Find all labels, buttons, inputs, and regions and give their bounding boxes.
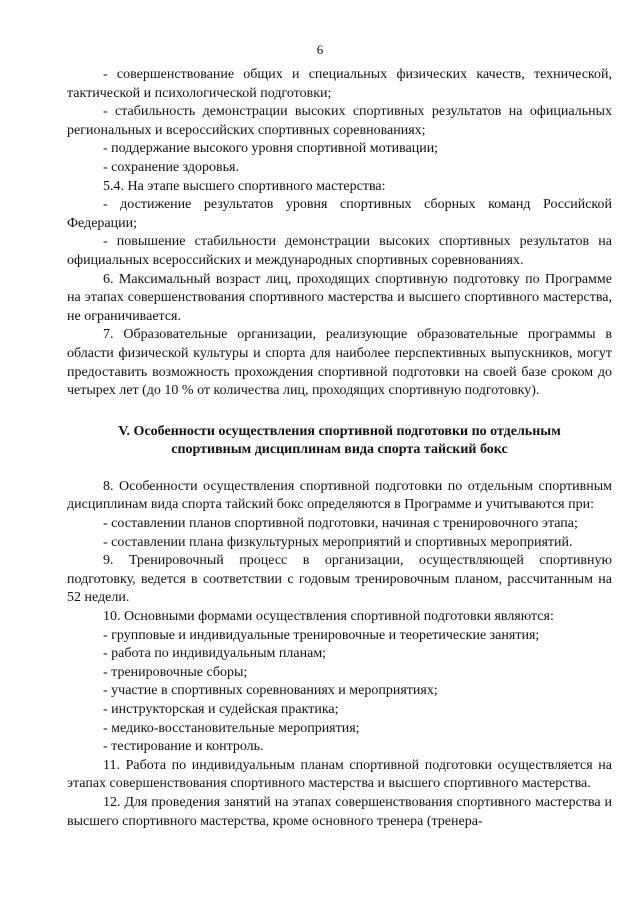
paragraph: - составлении планов спортивной подготовки, начиная с тренировочного этапа; [103,516,578,532]
paragraph: - инструкторская и судейская практика; [103,702,339,717]
paragraph: - поддержание высокого уровня спортивной мотивации; [103,141,439,157]
paragraph: 12. Для проведения занятий на этапах совершенствования спортивного мастерства и высшего спортивного мастерства, кроме основного тренера (тренера- [67,794,612,829]
paragraph: - медико-восстановительные мероприятия; [103,720,360,736]
paragraph: - участие в спортивных соревнованиях и мероприятиях; [103,683,438,699]
paragraph: - сохранение здоровья. [103,159,239,175]
page-number: 6 [316,42,324,57]
section-heading: V. Особенности осуществления спортивной подготовки по отдельным спортивным дисциплинам вида спорта тайский бокс [118,423,561,458]
paragraph: 6. Максимальный возраст лиц, проходящих спортивную подготовку по Программе на этапах совершенствования спортивного мастерства и высшего спортивного мастерства, не ограничивается. [67,271,612,324]
paragraph: - повышение стабильности демонстрации высоких спортивных результатов на официальных всероссийских и международных спортивных соревнованиях. [67,234,612,268]
paragraph: 10. Основными формами осуществления спортивной подготовки являются: [103,609,554,625]
paragraph: - достижение результатов уровня спортивных сборных команд Российской Федерации; [67,197,612,231]
paragraph: 11. Работа по индивидуальным планам спортивной подготовки осуществляется на этапах совершенствования спортивного мастерства и высшего спортивного мастерства. [67,757,612,792]
paragraph: 8. Особенности осуществления спортивной подготовки по отдельным спортивным дисциплинам вида спорта тайский бокс определяются в Программе и учитываются при: [67,478,612,513]
paragraph: - стабильность демонстрации высоких спортивных результатов на официальных региональных и всероссийских спортивных соревнованиях; [67,104,612,138]
paragraph: 9. Тренировочный процесс в организации, осуществляющей спортивную подготовку, ведется в соответствии с годовым тренировочным планом, рассчитанным на 52 недели. [67,553,612,606]
paragraph: - тренировочные сборы; [103,664,248,680]
paragraph: - групповые и индивидуальные тренировочные и теоретические занятия; [103,627,540,643]
paragraph: 7. Образовательные организации, реализующие образовательные программы в области физической культуры и спорта для наиболее перспективных выпускников, могут предоставить возможность прохождения спортивной подготовки на своей базе сроком до четырех лет (до 10 % от количества лиц, проходящих спортивную подготовку). [67,327,612,399]
paragraph: - тестирование и контроль. [103,739,264,755]
paragraph: - составлении плана физкультурных мероприятий и спортивных мероприятий. [103,534,573,550]
paragraph: 5.4. На этапе высшего спортивного мастерства: [103,178,386,194]
paragraph: - работа по индивидуальным планам; [103,646,327,662]
document-body [67,66,612,831]
paragraph: - совершенствование общих и специальных физических качеств, технической, тактической и психологической подготовки; [67,67,612,101]
